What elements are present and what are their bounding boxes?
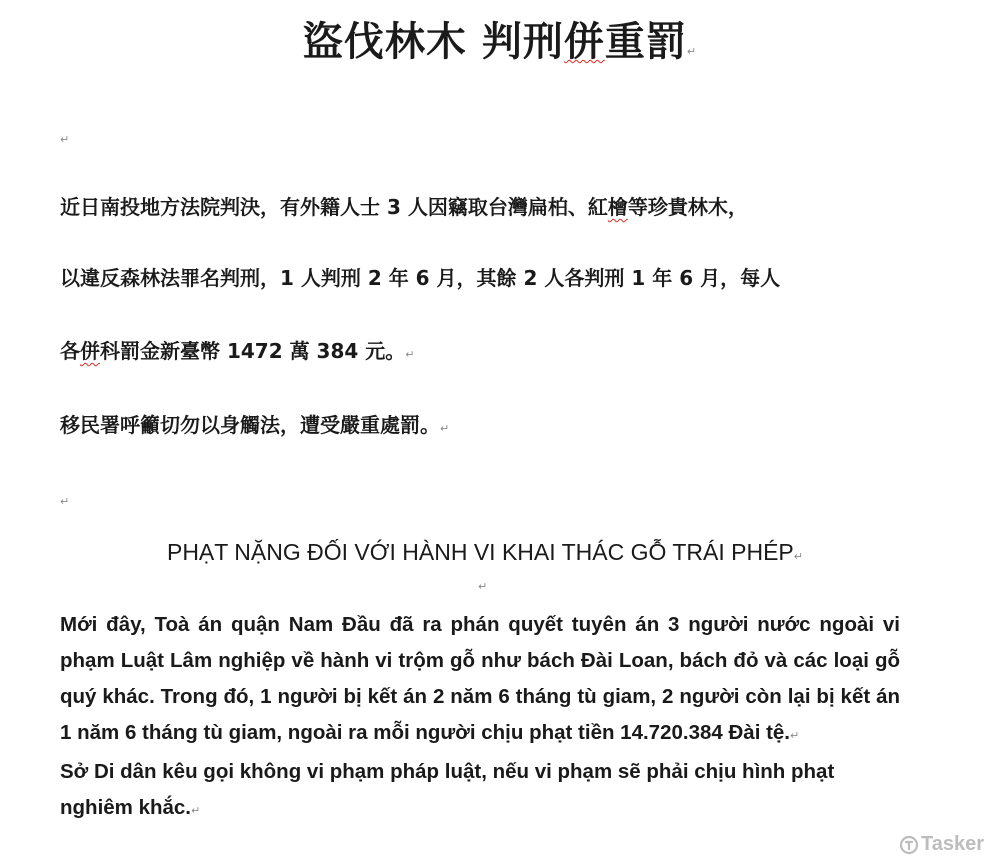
paragraph-mark-icon: ↵ xyxy=(790,729,800,742)
watermark-text: Tasker xyxy=(920,833,984,855)
paragraph-mark-icon: ↵ xyxy=(405,348,415,361)
zh-line-text: 移民署呼籲切勿以身觸法，遭受嚴重處罰。 xyxy=(60,413,440,437)
tasker-logo-icon xyxy=(899,835,919,855)
zh-title-text: 盜伐林木 判刑 xyxy=(302,19,564,65)
watermark xyxy=(899,833,984,856)
zh-paragraph-line xyxy=(60,337,960,369)
spellcheck-flagged-word[interactable]: 併 xyxy=(80,339,100,363)
spellcheck-flagged-word[interactable]: 併 xyxy=(563,19,605,65)
zh-line-text: 各 xyxy=(60,339,80,363)
zh-line-text-end: 科罰金新臺幣 1472 萬 384 元。 xyxy=(100,339,406,363)
vi-paragraph-text: Mới đây, Toà án quận Nam Đầu đã ra phán quyết tuyên án 3 người nước ngoài vi phạm Luật Lâm nghiệp về hành vi trộm gỗ như bách Đài Loan, bách đỏ và các loại gỗ quý khác. Trong đó, 1 người bị kết án 2 năm 6 tháng tù giam, 2 người còn lại bị kết án 1 năm 6 tháng tù giam, ngoài ra mỗi người chịu phạt tiền 14.720.384 Đài tệ. xyxy=(60,613,900,744)
vi-paragraph-text: Sở Di dân kêu gọi không vi phạm pháp luật, nếu vi phạm sẽ phải chịu hình phạt nghiêm khắc. xyxy=(60,760,835,819)
empty-paragraph xyxy=(60,128,69,147)
paragraph-mark-icon: ↵ xyxy=(440,422,450,435)
zh-title-text-end: 重罰 xyxy=(604,19,687,65)
zh-paragraph-line xyxy=(60,193,960,221)
vi-title xyxy=(0,534,970,575)
vi-paragraph xyxy=(60,754,900,829)
paragraph-mark-icon: ↵ xyxy=(686,45,698,58)
zh-title xyxy=(0,14,1000,80)
empty-paragraph xyxy=(60,490,69,509)
paragraph-mark-icon: ↵ xyxy=(60,495,70,508)
paragraph-mark-icon: ↵ xyxy=(793,550,803,563)
vi-title-text: PHẠT NẶNG ĐỐI VỚI HÀNH VI KHAI THÁC GỖ TRÁI PHÉP xyxy=(166,539,794,565)
vi-paragraph xyxy=(60,607,900,754)
zh-line-text: 近日南投地方法院判決，有外籍人士 3 人因竊取台灣扁柏、紅 xyxy=(60,195,608,219)
zh-paragraph-line: 以違反森林法罪名判刑，1 人判刑 2 年 6 月，其餘 2 人各判刑 1 年 6 月，每人 xyxy=(60,266,781,290)
vi-body xyxy=(60,607,900,829)
zh-paragraph-line xyxy=(60,411,960,443)
paragraph-mark-icon: ↵ xyxy=(478,580,488,593)
zh-line-text-end: 等珍貴林木， xyxy=(627,195,748,219)
spellcheck-flagged-word[interactable]: 檜 xyxy=(607,195,628,219)
paragraph-mark-icon: ↵ xyxy=(191,804,201,817)
paragraph-mark-icon: ↵ xyxy=(60,133,70,146)
